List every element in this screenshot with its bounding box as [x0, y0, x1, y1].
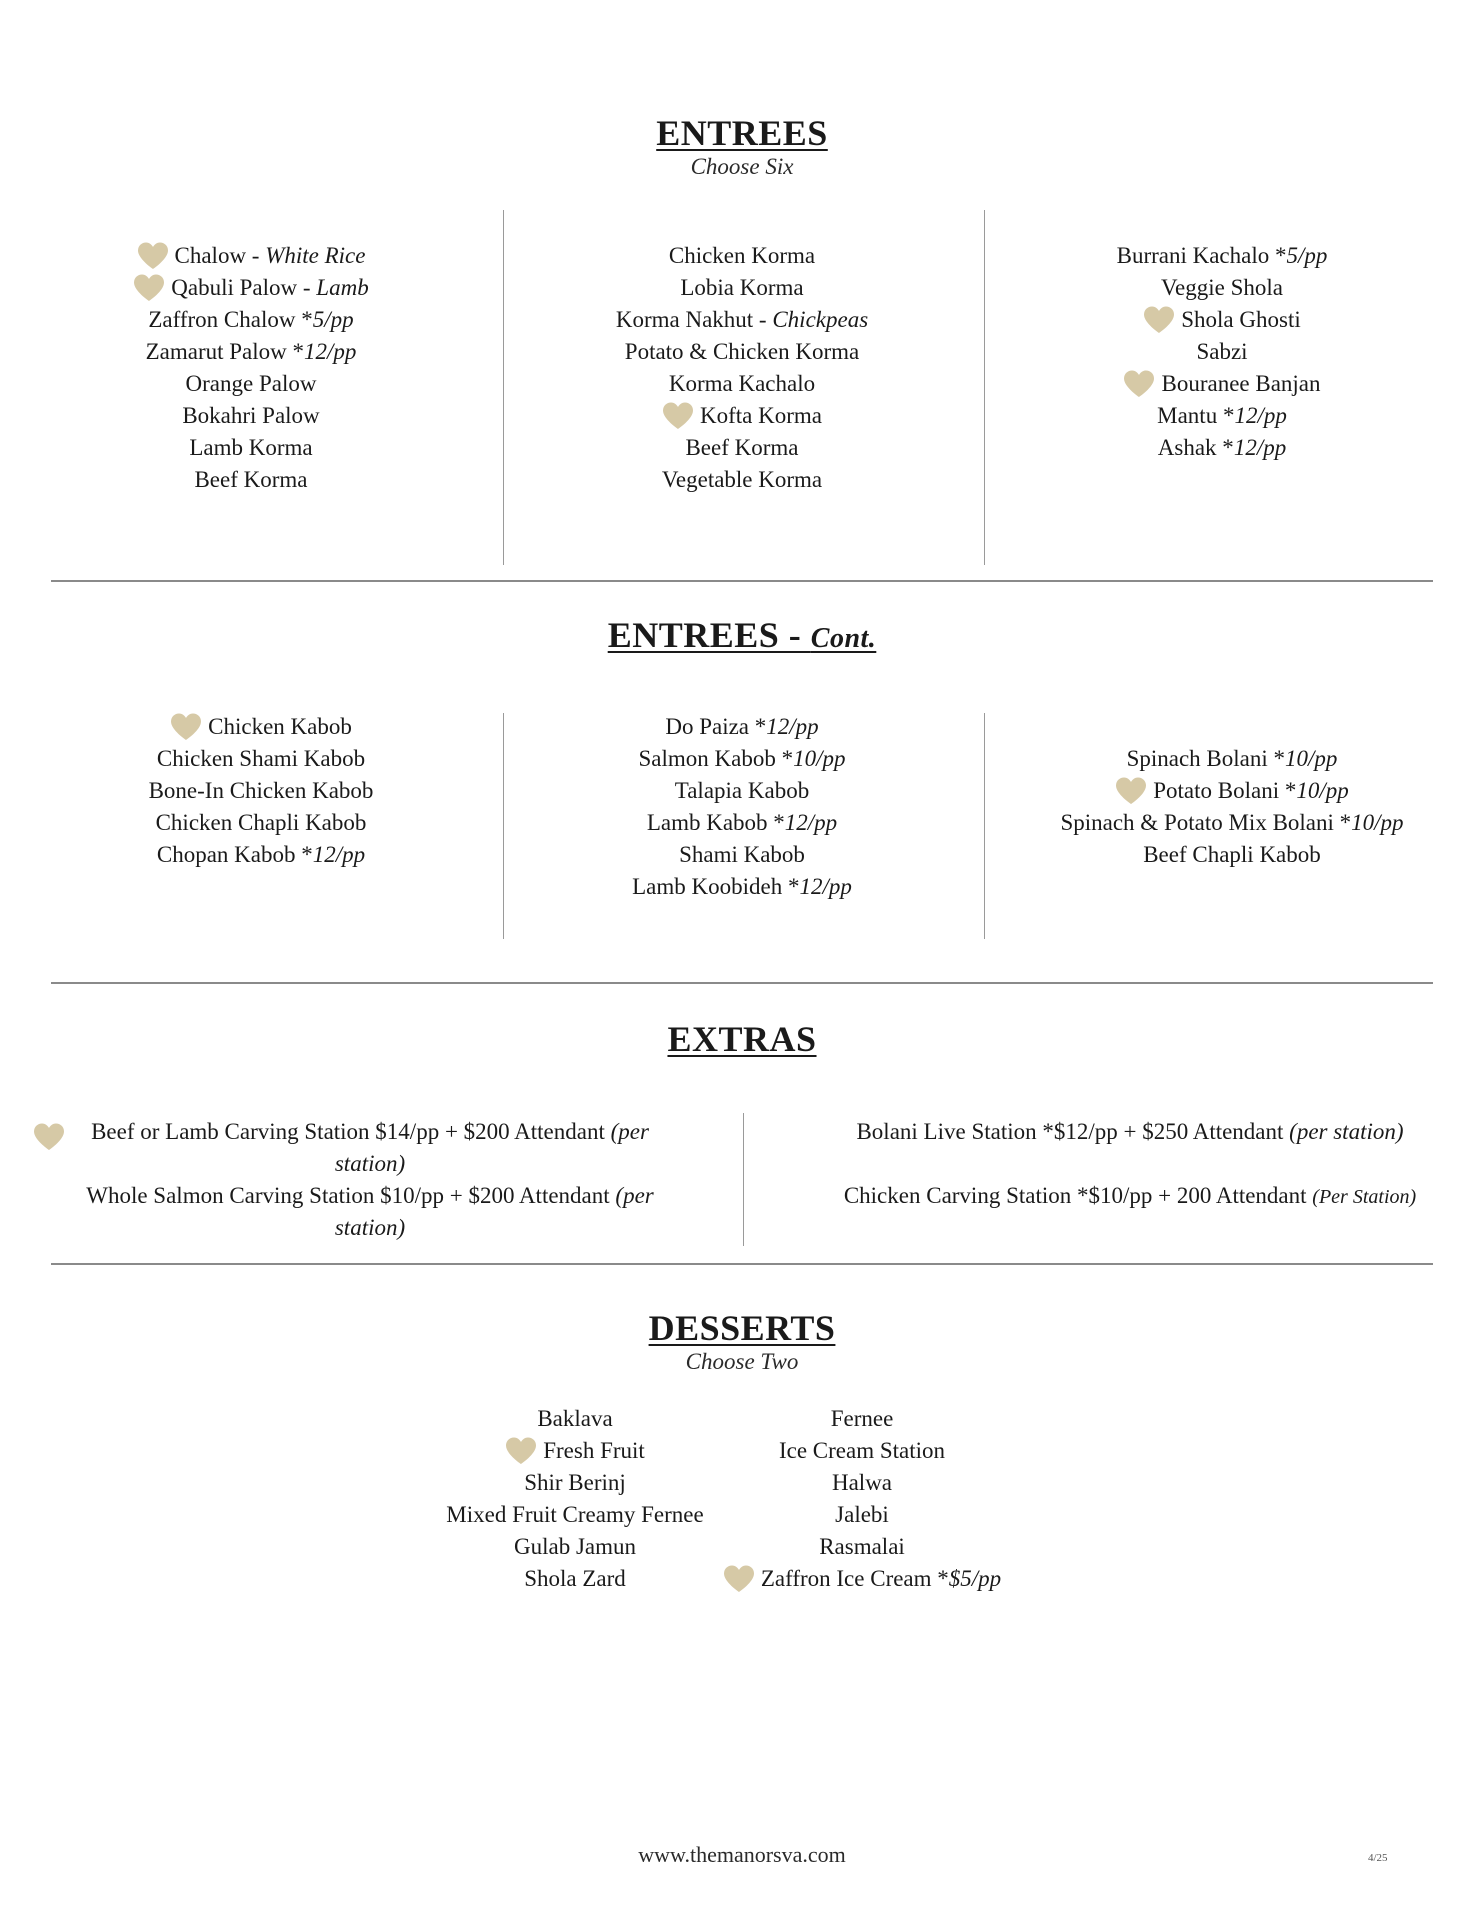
menu-item-name: Kofta Korma [700, 403, 822, 428]
menu-item-name: Qabuli Palow - [171, 275, 317, 300]
menu-item-name: Beef Chapli Kabob [1143, 842, 1321, 867]
entrees-cont-title [0, 614, 1484, 656]
entrees-cont-col-2 [542, 711, 942, 903]
menu-item-name: Ashak * [1157, 435, 1234, 460]
menu-item-note: 10/pp [1351, 810, 1404, 835]
menu-item-note: 10/pp [1296, 778, 1349, 803]
menu-item-note: 12/pp [766, 714, 819, 739]
extra-item [790, 1180, 1470, 1213]
footer-website[interactable]: www.themanorsva.com [638, 1842, 846, 1867]
menu-item [1032, 807, 1432, 839]
menu-item [542, 400, 942, 432]
menu-item-name: Mixed Fruit Creamy Fernee [446, 1502, 704, 1527]
entrees-cont-col-3 [1032, 743, 1432, 871]
menu-item [712, 1435, 1012, 1467]
extra-item-note-wrap: station) [334, 1151, 406, 1176]
menu-item-name: Chalow - [174, 243, 266, 268]
menu-item-note: Lamb [316, 275, 369, 300]
menu-item-note: 5/pp [312, 307, 354, 332]
menu-item-name: Sabzi [1196, 339, 1248, 364]
section-rule [51, 1263, 1433, 1265]
extra-item-note: (per [610, 1119, 649, 1144]
menu-item-name: Mantu * [1157, 403, 1235, 428]
menu-item-name: Chopan Kabob * [156, 842, 313, 867]
menu-item-name: Zaffron Ice Cream * [760, 1566, 949, 1591]
divider [503, 210, 504, 565]
menu-item-name: Burrani Kachalo * [1116, 243, 1287, 268]
menu-item [1022, 336, 1422, 368]
menu-item-name: Baklava [537, 1406, 613, 1431]
menu-item-name: Gulab Jamun [513, 1534, 636, 1559]
menu-item-note: 12/pp [1234, 403, 1287, 428]
menu-item [51, 272, 451, 304]
menu-item [542, 368, 942, 400]
menu-item [425, 1403, 725, 1435]
heart-icon [1143, 306, 1175, 334]
menu-item [542, 240, 942, 272]
menu-item-note: White Rice [265, 243, 366, 268]
menu-item [51, 240, 451, 272]
menu-item [51, 368, 451, 400]
menu-item [542, 871, 942, 903]
entrees-col-1 [51, 240, 451, 496]
menu-item [542, 807, 942, 839]
extra-item-note: (per [615, 1183, 654, 1208]
divider [984, 713, 985, 939]
page-number: 4/25 [1368, 1852, 1388, 1864]
menu-item [712, 1403, 1012, 1435]
menu-item-name: Orange Palow [185, 371, 317, 396]
menu-item-note: 12/pp [799, 874, 852, 899]
menu-item-note: 5/pp [1286, 243, 1328, 268]
menu-item-note: 12/pp [304, 339, 357, 364]
menu-item-note: 12/pp [784, 810, 838, 835]
menu-item [51, 304, 451, 336]
menu-item [542, 743, 942, 775]
menu-item-note: 12/pp [312, 842, 366, 867]
desserts-subtitle: Choose Two [685, 1349, 799, 1374]
menu-item [1032, 743, 1432, 775]
menu-item-note: 10/pp [1285, 746, 1338, 771]
menu-item-name: Zaffron Chalow * [148, 307, 313, 332]
extra-item [790, 1116, 1470, 1148]
menu-item-name: Ice Cream Station [778, 1438, 946, 1463]
extra-item-text: Whole Salmon Carving Station $10/pp + $200 Attendant [86, 1183, 616, 1208]
extras-right [790, 1116, 1470, 1213]
extra-item [30, 1116, 710, 1180]
menu-item-name: Beef Korma [685, 435, 799, 460]
menu-item [61, 807, 461, 839]
menu-item [712, 1563, 1012, 1595]
menu-item [712, 1531, 1012, 1563]
menu-item [542, 272, 942, 304]
menu-item-name: Shami Kabob [679, 842, 805, 867]
menu-item [542, 336, 942, 368]
menu-item [1032, 839, 1432, 871]
menu-item-note: 12/pp [1233, 435, 1287, 460]
divider [503, 713, 504, 939]
menu-item-name: Shola Ghosti [1181, 307, 1301, 332]
menu-item-name: Chicken Kabob [208, 714, 352, 739]
menu-item [542, 464, 942, 496]
menu-item-name: Veggie Shola [1160, 275, 1283, 300]
heart-icon [137, 242, 169, 270]
menu-item-name: Chicken Shami Kabob [156, 746, 366, 771]
entrees-cont-title-main: ENTREES - [607, 615, 811, 655]
heart-icon [33, 1123, 65, 1151]
desserts-col-2 [712, 1403, 1012, 1595]
extras-title: EXTRAS [667, 1019, 817, 1059]
menu-item [542, 839, 942, 871]
heart-icon [133, 274, 165, 302]
menu-item-name: Spinach & Potato Mix Bolani * [1060, 810, 1352, 835]
heart-icon [505, 1437, 537, 1465]
divider [984, 210, 985, 565]
section-rule [51, 580, 1433, 582]
menu-item [1022, 432, 1422, 464]
extra-item-text: Beef or Lamb Carving Station $14/pp + $200 Attendant [91, 1119, 611, 1144]
heart-icon [662, 402, 694, 430]
menu-item-name: Fresh Fruit [543, 1438, 645, 1463]
desserts-col-1 [425, 1403, 725, 1595]
menu-item-name: Beef Korma [194, 467, 308, 492]
menu-item [1022, 272, 1422, 304]
menu-item-name: Bone-In Chicken Kabob [148, 778, 374, 803]
menu-item [425, 1467, 725, 1499]
menu-item [51, 336, 451, 368]
menu-item-name: Korma Kachalo [668, 371, 816, 396]
entrees-title: ENTREES [656, 113, 828, 153]
menu-item [542, 304, 942, 336]
extras-left [30, 1116, 710, 1244]
menu-item [1022, 368, 1422, 400]
menu-item [542, 432, 942, 464]
menu-item-name: Potato & Chicken Korma [624, 339, 860, 364]
entrees-col-2 [542, 240, 942, 496]
menu-item [61, 839, 461, 871]
menu-item-name: Salmon Kabob * [638, 746, 794, 771]
menu-item [1032, 775, 1432, 807]
menu-item [425, 1435, 725, 1467]
heart-icon [723, 1565, 755, 1593]
menu-item-name: Rasmalai [819, 1534, 905, 1559]
entrees-cont-col-1 [61, 711, 461, 871]
menu-item [712, 1467, 1012, 1499]
menu-item-name: Halwa [831, 1470, 893, 1495]
menu-item [542, 775, 942, 807]
menu-item [51, 432, 451, 464]
menu-item-name: Zamarut Palow * [145, 339, 304, 364]
extra-item-note-wrap: station) [334, 1215, 406, 1240]
menu-item [542, 711, 942, 743]
menu-item-note: $5/pp [948, 1566, 1002, 1591]
menu-item-name: Chicken Chapli Kabob [155, 810, 367, 835]
menu-item-name: Lamb Koobideh * [632, 874, 800, 899]
entrees-subtitle: Choose Six [690, 154, 794, 179]
heart-icon [170, 713, 202, 741]
desserts-title: DESSERTS [648, 1308, 836, 1348]
menu-item-name: Bouranee Banjan [1161, 371, 1321, 396]
menu-item-name: Spinach Bolani * [1126, 746, 1286, 771]
entrees-cont-title-suffix: Cont. [810, 623, 877, 654]
menu-item-name: Lamb Kabob * [646, 810, 785, 835]
menu-item-note: 10/pp [793, 746, 846, 771]
menu-item [425, 1531, 725, 1563]
menu-item-name: Korma Nakhut - [615, 307, 773, 332]
extra-item-text: Chicken Carving Station *$10/pp + 200 Attendant [843, 1183, 1313, 1208]
menu-item-name: Bokahri Palow [182, 403, 320, 428]
menu-item [61, 775, 461, 807]
menu-item [51, 464, 451, 496]
menu-item [1022, 240, 1422, 272]
divider [743, 1113, 744, 1246]
menu-item-name: Fernee [830, 1406, 894, 1431]
menu-item [51, 400, 451, 432]
heart-icon [1123, 370, 1155, 398]
extra-item-text: Bolani Live Station *$12/pp + $250 Attendant [856, 1119, 1290, 1144]
menu-item [425, 1563, 725, 1595]
menu-item-name: Chicken Korma [668, 243, 816, 268]
menu-item-name: Do Paiza * [665, 714, 767, 739]
extra-item-note: (per station) [1289, 1119, 1404, 1144]
menu-item [712, 1499, 1012, 1531]
section-rule [51, 982, 1433, 984]
menu-item-name: Jalebi [835, 1502, 889, 1527]
menu-item-name: Talapia Kabob [674, 778, 810, 803]
extra-item [30, 1180, 710, 1244]
menu-item-name: Vegetable Korma [661, 467, 823, 492]
menu-item [61, 711, 461, 743]
heart-icon [1115, 777, 1147, 805]
entrees-col-3 [1022, 240, 1422, 464]
menu-item-note: Chickpeas [772, 307, 869, 332]
menu-item [1022, 304, 1422, 336]
menu-item [425, 1499, 725, 1531]
menu-item [61, 743, 461, 775]
menu-item-name: Shir Berinj [524, 1470, 626, 1495]
menu-item-name: Lobia Korma [680, 275, 804, 300]
menu-item-name: Lamb Korma [189, 435, 313, 460]
menu-item [1022, 400, 1422, 432]
menu-item-name: Potato Bolani * [1153, 778, 1297, 803]
extra-item-note: (Per Station) [1312, 1186, 1417, 1208]
menu-item-name: Shola Zard [524, 1566, 626, 1591]
